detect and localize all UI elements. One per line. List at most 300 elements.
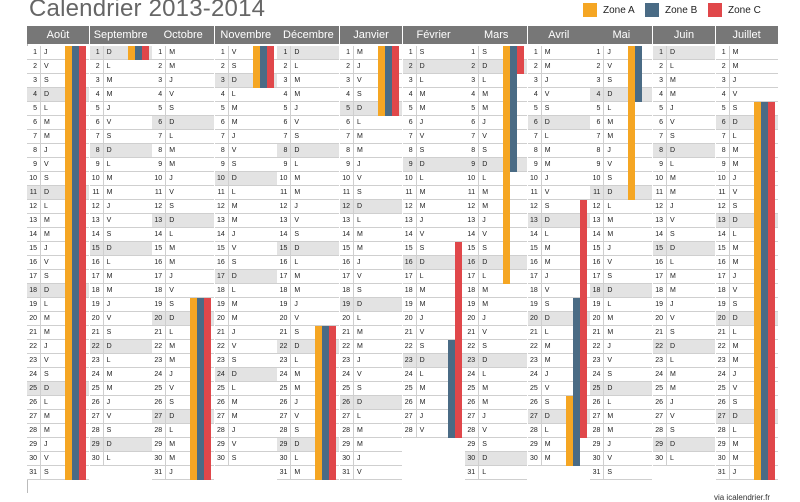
day-cell xyxy=(465,466,527,480)
day-letter: M xyxy=(106,273,113,280)
day-cell xyxy=(528,172,590,186)
day-letter: M xyxy=(169,357,176,364)
day-number: 25 xyxy=(590,382,604,395)
holiday-bar-zone-b xyxy=(573,298,580,466)
day-letter: J xyxy=(44,147,48,154)
day-number: 20 xyxy=(528,312,542,325)
day-letter: S xyxy=(169,105,174,112)
day-number: 10 xyxy=(716,172,730,185)
day-letter: S xyxy=(106,133,112,140)
day-letter: L xyxy=(732,427,737,434)
day-cell xyxy=(90,382,152,396)
day-letter: S xyxy=(607,371,613,378)
day-cell xyxy=(403,88,465,102)
day-letter: M xyxy=(670,175,676,182)
day-cell xyxy=(653,284,715,298)
day-number: 19 xyxy=(403,298,417,311)
day-cell xyxy=(90,410,152,424)
month-column xyxy=(215,26,277,462)
day-number: 17 xyxy=(90,270,104,283)
day-number: 10 xyxy=(653,172,667,185)
day-cell xyxy=(277,312,339,326)
holiday-bar-zone-c xyxy=(455,242,462,438)
day-letter: M xyxy=(357,329,363,336)
day-number: 2 xyxy=(653,60,667,73)
day-number: 17 xyxy=(590,270,604,283)
day-letter: J xyxy=(106,105,111,112)
day-number: 26 xyxy=(653,396,667,409)
day-cell xyxy=(528,438,590,452)
day-cell xyxy=(215,228,277,242)
day-cell xyxy=(465,452,527,466)
day-number: 30 xyxy=(152,452,166,465)
legend-item-zone-a xyxy=(583,3,635,17)
day-cell xyxy=(590,60,652,74)
day-number: 17 xyxy=(340,270,354,283)
day-letter: J xyxy=(607,147,611,154)
day-number: 12 xyxy=(716,200,730,213)
day-number: 16 xyxy=(653,256,667,269)
day-number: 26 xyxy=(340,396,354,409)
day-cell xyxy=(277,242,339,256)
day-letter: D xyxy=(294,49,300,56)
day-cell xyxy=(653,312,715,326)
day-letter: M xyxy=(419,105,426,112)
month-header: Août xyxy=(27,26,89,44)
day-number: 9 xyxy=(215,158,229,171)
day-letter: D xyxy=(106,147,112,154)
day-letter: D xyxy=(544,413,550,420)
day-number: 7 xyxy=(716,130,730,143)
day-number: 9 xyxy=(590,158,604,171)
day-number: 28 xyxy=(90,424,104,437)
day-cell xyxy=(152,88,214,102)
day-cell xyxy=(653,74,715,88)
day-number: 1 xyxy=(403,46,417,59)
day-letter: V xyxy=(231,245,237,252)
day-letter: M xyxy=(544,357,551,364)
day-letter: L xyxy=(106,161,111,168)
day-letter: V xyxy=(419,329,425,336)
day-number: 5 xyxy=(403,102,417,115)
day-number: 10 xyxy=(465,172,479,185)
day-number: 11 xyxy=(90,186,104,199)
day-number: 30 xyxy=(653,452,667,465)
day-number: 23 xyxy=(590,354,604,367)
day-number: 17 xyxy=(403,270,417,283)
day-number: 4 xyxy=(27,88,41,101)
month-column xyxy=(90,26,152,462)
day-number: 12 xyxy=(340,200,354,213)
day-number: 17 xyxy=(27,270,41,283)
day-number: 16 xyxy=(716,256,730,269)
day-letter: M xyxy=(231,203,238,210)
day-number: 25 xyxy=(403,382,417,395)
day-number: 30 xyxy=(528,452,542,465)
legend-label: Zone A xyxy=(603,4,635,16)
month-column xyxy=(277,26,339,476)
day-number: 14 xyxy=(215,228,229,241)
day-number: 18 xyxy=(152,284,166,297)
day-number: 7 xyxy=(152,130,166,143)
day-number: 23 xyxy=(716,354,730,367)
day-letter: L xyxy=(482,175,487,182)
day-cell xyxy=(215,298,277,312)
day-number: 22 xyxy=(590,340,604,353)
day-letter: L xyxy=(294,357,299,364)
day-letter: J xyxy=(294,105,298,112)
day-number: 7 xyxy=(27,130,41,143)
day-letter: L xyxy=(106,455,111,462)
day-number: 19 xyxy=(653,298,667,311)
day-letter: V xyxy=(44,357,49,364)
day-cell xyxy=(340,326,402,340)
day-letter: S xyxy=(482,147,487,154)
day-cell xyxy=(215,326,277,340)
day-number: 5 xyxy=(590,102,604,115)
day-number: 24 xyxy=(653,368,667,381)
day-cell xyxy=(653,130,715,144)
day-number: 13 xyxy=(590,214,604,227)
day-number: 16 xyxy=(215,256,229,269)
day-cell xyxy=(152,158,214,172)
day-number: 11 xyxy=(465,186,479,199)
day-number: 1 xyxy=(152,46,166,59)
day-number: 5 xyxy=(653,102,667,115)
day-cell xyxy=(465,312,527,326)
day-number: 18 xyxy=(528,284,542,297)
day-number: 23 xyxy=(528,354,542,367)
day-letter: M xyxy=(106,189,113,196)
day-cell xyxy=(465,284,527,298)
day-number: 3 xyxy=(403,74,417,87)
day-letter: M xyxy=(607,315,614,322)
day-number: 21 xyxy=(590,326,604,339)
day-letter: D xyxy=(482,357,488,364)
day-letter: L xyxy=(607,105,612,112)
day-letter: V xyxy=(44,161,49,168)
day-cell xyxy=(528,46,590,60)
day-letter: M xyxy=(231,413,238,420)
day-number: 27 xyxy=(653,410,667,423)
day-cell xyxy=(277,270,339,284)
day-letter: J xyxy=(44,441,48,448)
day-letter: M xyxy=(732,357,739,364)
day-letter: S xyxy=(544,203,550,210)
holiday-bar-zone-b xyxy=(385,46,392,116)
day-letter: L xyxy=(732,329,737,336)
day-number: 17 xyxy=(716,270,730,283)
day-letter: D xyxy=(732,315,738,322)
day-letter: J xyxy=(106,301,111,308)
day-letter: M xyxy=(419,203,426,210)
day-letter: L xyxy=(419,371,424,378)
day-letter: L xyxy=(419,273,424,280)
day-number: 10 xyxy=(403,172,417,185)
day-number: 14 xyxy=(27,228,41,241)
day-number: 2 xyxy=(277,60,291,73)
day-letter: D xyxy=(294,441,300,448)
legend-item-zone-b xyxy=(645,3,697,17)
day-number: 28 xyxy=(653,424,667,437)
day-number: 29 xyxy=(465,438,479,451)
day-letter: V xyxy=(419,133,425,140)
day-cell xyxy=(340,116,402,130)
day-letter: M xyxy=(169,245,176,252)
day-number: 10 xyxy=(277,172,291,185)
day-letter: M xyxy=(544,49,551,56)
day-number: 23 xyxy=(340,354,354,367)
day-letter: V xyxy=(44,455,49,462)
day-number: 30 xyxy=(277,452,291,465)
day-letter: D xyxy=(544,315,550,322)
day-letter: L xyxy=(294,161,299,168)
day-letter: J xyxy=(294,399,298,406)
day-cell xyxy=(403,158,465,172)
day-number: 9 xyxy=(27,158,41,171)
month-column xyxy=(653,26,715,462)
day-cell xyxy=(277,74,339,88)
day-number: 11 xyxy=(152,186,166,199)
month-column xyxy=(590,26,652,476)
day-number: 13 xyxy=(27,214,41,227)
day-letter: S xyxy=(670,427,675,434)
month-header: Mars xyxy=(465,26,527,44)
day-cell xyxy=(277,228,339,242)
day-number: 23 xyxy=(27,354,41,367)
day-letter: V xyxy=(419,427,425,434)
day-number: 14 xyxy=(716,228,730,241)
day-cell xyxy=(90,130,152,144)
day-letter: D xyxy=(670,49,676,56)
day-number: 7 xyxy=(528,130,542,143)
day-letter: S xyxy=(482,343,487,350)
day-number: 9 xyxy=(465,158,479,171)
day-number: 14 xyxy=(653,228,667,241)
day-number: 17 xyxy=(152,270,166,283)
day-cell xyxy=(340,354,402,368)
day-cell xyxy=(465,158,527,172)
day-cell xyxy=(528,158,590,172)
day-number: 12 xyxy=(465,200,479,213)
day-number: 6 xyxy=(215,116,229,129)
day-cell xyxy=(403,60,465,74)
day-letter: L xyxy=(670,259,674,266)
day-letter: M xyxy=(357,245,363,252)
day-cell xyxy=(340,438,402,452)
day-cell xyxy=(152,256,214,270)
day-letter: S xyxy=(44,371,49,378)
holiday-bar-zone-c xyxy=(267,46,274,88)
day-cell xyxy=(340,242,402,256)
day-cell xyxy=(465,340,527,354)
day-letter: D xyxy=(231,371,237,378)
day-letter: M xyxy=(44,133,50,140)
day-cell xyxy=(590,242,652,256)
day-number: 4 xyxy=(590,88,604,101)
day-letter: J xyxy=(357,259,361,266)
day-cell xyxy=(590,172,652,186)
day-letter: M xyxy=(44,119,50,126)
day-cell xyxy=(215,102,277,116)
day-letter: L xyxy=(294,259,299,266)
day-cell xyxy=(528,102,590,116)
day-cell xyxy=(152,200,214,214)
day-number: 25 xyxy=(653,382,667,395)
day-cell xyxy=(277,116,339,130)
day-number: 9 xyxy=(653,158,667,171)
day-letter: V xyxy=(294,119,300,126)
day-letter: D xyxy=(732,413,738,420)
day-number: 1 xyxy=(340,46,354,59)
day-number: 29 xyxy=(27,438,41,451)
day-number: 28 xyxy=(590,424,604,437)
day-letter: M xyxy=(357,441,363,448)
day-number: 13 xyxy=(528,214,542,227)
day-cell xyxy=(528,88,590,102)
day-cell xyxy=(465,116,527,130)
day-number: 19 xyxy=(340,298,354,311)
day-number: 27 xyxy=(716,410,730,423)
day-letter: D xyxy=(44,287,50,294)
day-letter: D xyxy=(670,245,676,252)
day-number: 11 xyxy=(528,186,542,199)
holiday-bar-zone-c xyxy=(79,46,86,480)
day-number: 17 xyxy=(277,270,291,283)
day-letter: D xyxy=(670,441,676,448)
day-number: 1 xyxy=(27,46,41,59)
day-cell xyxy=(590,102,652,116)
day-number: 10 xyxy=(528,172,542,185)
month-header: Février xyxy=(403,26,465,44)
day-letter: D xyxy=(357,399,363,406)
day-number: 6 xyxy=(340,116,354,129)
day-letter: L xyxy=(732,133,737,140)
day-cell xyxy=(90,368,152,382)
day-letter: M xyxy=(357,49,363,56)
day-number: 18 xyxy=(277,284,291,297)
month-column xyxy=(152,26,214,476)
day-number: 11 xyxy=(27,186,41,199)
day-number: 22 xyxy=(653,340,667,353)
day-letter: D xyxy=(419,161,425,168)
day-cell xyxy=(528,116,590,130)
day-number: 5 xyxy=(340,102,354,115)
day-number: 28 xyxy=(215,424,229,437)
day-cell xyxy=(340,200,402,214)
day-number: 20 xyxy=(653,312,667,325)
day-number: 2 xyxy=(152,60,166,73)
day-letter: D xyxy=(544,119,550,126)
day-letter: L xyxy=(169,427,174,434)
day-cell xyxy=(653,242,715,256)
day-letter: J xyxy=(482,217,486,224)
day-cell xyxy=(277,60,339,74)
day-cell xyxy=(465,256,527,270)
day-number: 31 xyxy=(152,466,166,479)
day-number: 7 xyxy=(590,130,604,143)
day-letter: V xyxy=(482,329,487,336)
day-number: 12 xyxy=(403,200,417,213)
day-cell xyxy=(340,368,402,382)
day-number: 14 xyxy=(590,228,604,241)
day-letter: D xyxy=(169,315,175,322)
day-letter: L xyxy=(482,371,487,378)
day-letter: M xyxy=(482,105,489,112)
day-number: 23 xyxy=(653,354,667,367)
day-cell xyxy=(653,354,715,368)
day-letter: D xyxy=(607,91,613,98)
day-letter: V xyxy=(169,385,174,392)
day-cell xyxy=(277,284,339,298)
day-cell xyxy=(340,424,402,438)
day-letter: M xyxy=(670,273,676,280)
day-cell xyxy=(215,186,277,200)
day-number: 12 xyxy=(90,200,104,213)
day-number: 13 xyxy=(716,214,730,227)
day-cell xyxy=(152,130,214,144)
day-letter: D xyxy=(169,119,175,126)
day-letter: J xyxy=(607,245,611,252)
day-cell xyxy=(653,228,715,242)
day-letter: V xyxy=(544,189,550,196)
day-cell xyxy=(590,410,652,424)
day-number: 11 xyxy=(215,186,229,199)
day-number: 15 xyxy=(528,242,542,255)
day-letter: V xyxy=(357,273,362,280)
day-letter: M xyxy=(106,175,113,182)
day-letter: V xyxy=(732,287,738,294)
day-letter: S xyxy=(231,161,237,168)
day-letter: M xyxy=(419,399,426,406)
day-number: 8 xyxy=(653,144,667,157)
day-cell xyxy=(340,130,402,144)
day-number: 16 xyxy=(90,256,104,269)
day-cell xyxy=(465,298,527,312)
day-letter: M xyxy=(544,147,551,154)
day-cell xyxy=(340,410,402,424)
day-letter: V xyxy=(732,189,738,196)
day-cell xyxy=(403,116,465,130)
day-number: 16 xyxy=(465,256,479,269)
day-letter: S xyxy=(294,427,300,434)
day-number: 4 xyxy=(653,88,667,101)
day-letter: S xyxy=(357,91,362,98)
day-number: 2 xyxy=(528,60,542,73)
day-letter: S xyxy=(44,77,49,84)
day-letter: J xyxy=(732,469,737,476)
day-number: 14 xyxy=(340,228,354,241)
day-cell xyxy=(90,354,152,368)
day-letter: M xyxy=(544,161,551,168)
day-number: 15 xyxy=(27,242,41,255)
day-number: 16 xyxy=(152,256,166,269)
day-letter: M xyxy=(106,77,113,84)
day-letter: M xyxy=(419,287,426,294)
day-letter: L xyxy=(231,91,236,98)
month-header: Juin xyxy=(653,26,715,44)
day-number: 30 xyxy=(27,452,41,465)
day-cell xyxy=(152,60,214,74)
day-cell xyxy=(590,298,652,312)
day-cell xyxy=(215,368,277,382)
day-number: 9 xyxy=(152,158,166,171)
day-number: 6 xyxy=(277,116,291,129)
month-column xyxy=(528,26,590,462)
day-number: 27 xyxy=(215,410,229,423)
day-cell xyxy=(90,242,152,256)
day-number: 20 xyxy=(590,312,604,325)
